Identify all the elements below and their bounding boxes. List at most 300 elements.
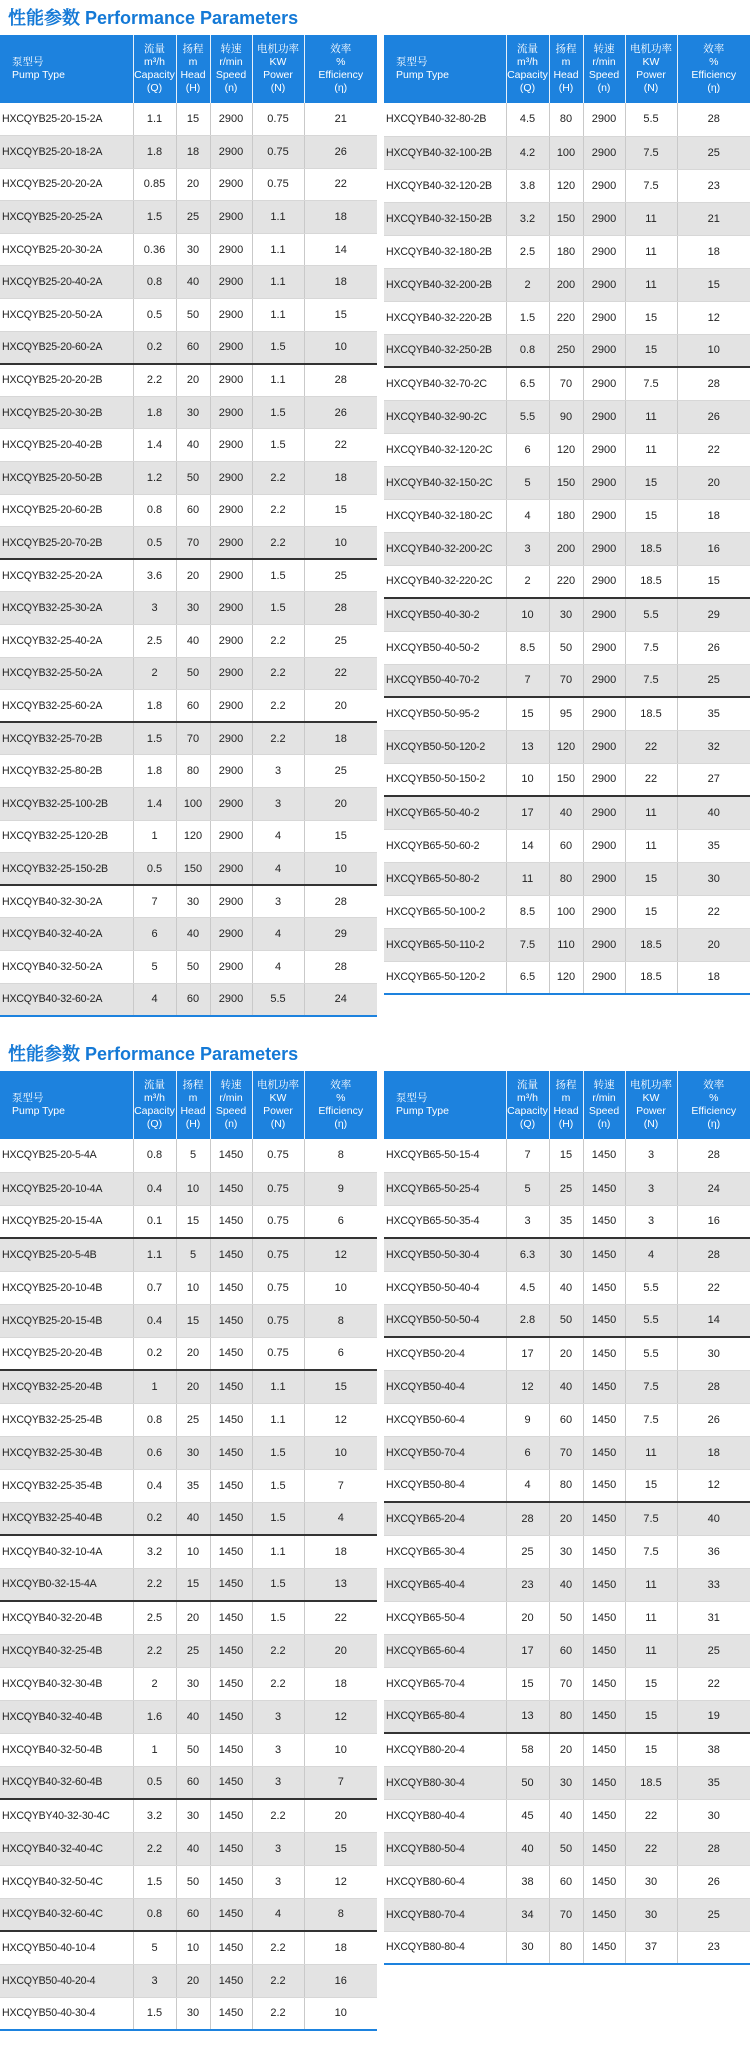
value-cell: 30: [176, 592, 210, 625]
value-cell: 1450: [583, 1667, 625, 1700]
value-cell: 1.6: [133, 1700, 176, 1733]
value-cell: 15: [625, 1733, 677, 1766]
value-cell: 1450: [210, 1172, 252, 1205]
table-row: [0, 1997, 377, 2030]
value-cell: 3.6: [133, 559, 176, 592]
value-cell: 1450: [583, 1733, 625, 1766]
value-cell: 0.2: [133, 1337, 176, 1370]
value-cell: 1450: [210, 1766, 252, 1799]
value-cell: 40: [549, 796, 583, 829]
value-cell: 3: [252, 1832, 304, 1865]
pump-model-cell: HXCQYB40-32-70-2C: [384, 367, 506, 400]
table-row: [384, 598, 750, 631]
table-row: [0, 462, 377, 495]
value-cell: 25: [506, 1535, 549, 1568]
value-cell: 1450: [210, 1403, 252, 1436]
value-cell: 3: [252, 787, 304, 820]
value-cell: 7.5: [625, 1403, 677, 1436]
value-cell: 2.2: [252, 527, 304, 560]
value-cell: 10: [176, 1271, 210, 1304]
value-cell: 22: [625, 1799, 677, 1832]
value-cell: 1.1: [252, 266, 304, 299]
value-cell: 1450: [210, 1997, 252, 2030]
value-cell: 2.8: [506, 1304, 549, 1337]
value-cell: 15: [176, 1568, 210, 1601]
value-cell: 30: [176, 233, 210, 266]
pump-model-cell: HXCQYB40-32-50-4B: [0, 1733, 133, 1766]
value-cell: 3: [133, 592, 176, 625]
value-cell: 2900: [210, 983, 252, 1016]
table-row: [384, 1733, 750, 1766]
pump-model-cell: HXCQYB65-80-4: [384, 1700, 506, 1733]
table-row: [0, 266, 377, 299]
pump-model-cell: HXCQYB25-20-20-2A: [0, 168, 133, 201]
value-cell: 16: [677, 532, 750, 565]
value-cell: 0.75: [252, 1238, 304, 1271]
value-cell: 60: [176, 494, 210, 527]
column-header: 转速 r/min Speed (n): [210, 1071, 252, 1139]
pump-model-cell: HXCQYB32-25-20-2A: [0, 559, 133, 592]
value-cell: 2900: [210, 592, 252, 625]
pump-model-cell: HXCQYB32-25-40-4B: [0, 1502, 133, 1535]
value-cell: 15: [304, 494, 377, 527]
column-header: 泵型号 Pump Type: [384, 1071, 506, 1139]
value-cell: 40: [549, 1568, 583, 1601]
table-row: [0, 299, 377, 332]
value-cell: 22: [677, 895, 750, 928]
value-cell: 0.36: [133, 233, 176, 266]
value-cell: 30: [506, 1931, 549, 1964]
value-cell: 5.5: [506, 400, 549, 433]
value-cell: 15: [625, 466, 677, 499]
value-cell: 36: [677, 1535, 750, 1568]
value-cell: 40: [549, 1271, 583, 1304]
value-cell: 3: [625, 1139, 677, 1172]
value-cell: 20: [176, 1337, 210, 1370]
value-cell: 0.75: [252, 1172, 304, 1205]
value-cell: 8.5: [506, 895, 549, 928]
value-cell: 90: [549, 400, 583, 433]
value-cell: 0.75: [252, 103, 304, 136]
table-row: [0, 1865, 377, 1898]
value-cell: 1450: [583, 1337, 625, 1370]
value-cell: 60: [549, 1634, 583, 1667]
value-cell: 20: [304, 1634, 377, 1667]
value-cell: 0.7: [133, 1271, 176, 1304]
table-row: [0, 1271, 377, 1304]
value-cell: 200: [549, 268, 583, 301]
value-cell: 2900: [583, 367, 625, 400]
table-row: [384, 763, 750, 796]
value-cell: 3.2: [133, 1535, 176, 1568]
value-cell: 20: [506, 1601, 549, 1634]
value-cell: 1450: [210, 1469, 252, 1502]
table-row: [0, 690, 377, 723]
value-cell: 50: [176, 950, 210, 983]
value-cell: 220: [549, 565, 583, 598]
value-cell: 22: [304, 657, 377, 690]
value-cell: 11: [625, 1601, 677, 1634]
value-cell: 2900: [210, 233, 252, 266]
column-header: 流量 m³/h Capacity (Q): [133, 35, 176, 103]
table-row: [384, 961, 750, 994]
value-cell: 1.5: [506, 301, 549, 334]
value-cell: 0.8: [133, 1139, 176, 1172]
pump-model-cell: HXCQYB40-32-25-4B: [0, 1634, 133, 1667]
table-row: [384, 169, 750, 202]
value-cell: 20: [176, 1964, 210, 1997]
value-cell: 5: [506, 466, 549, 499]
value-cell: 22: [625, 763, 677, 796]
value-cell: 22: [304, 168, 377, 201]
value-cell: 7: [133, 885, 176, 918]
value-cell: 17: [506, 1634, 549, 1667]
table-row: [0, 1469, 377, 1502]
pump-model-cell: HXCQYB50-40-50-2: [384, 631, 506, 664]
value-cell: 1.8: [133, 755, 176, 788]
value-cell: 0.4: [133, 1469, 176, 1502]
value-cell: 10: [304, 1271, 377, 1304]
value-cell: 2900: [583, 235, 625, 268]
value-cell: 1450: [583, 1865, 625, 1898]
value-cell: 25: [304, 755, 377, 788]
value-cell: 180: [549, 235, 583, 268]
value-cell: 20: [677, 928, 750, 961]
pump-model-cell: HXCQYB25-20-20-4B: [0, 1337, 133, 1370]
value-cell: 1450: [583, 1700, 625, 1733]
table-row: [0, 1238, 377, 1271]
value-cell: 6: [304, 1337, 377, 1370]
value-cell: 11: [625, 1436, 677, 1469]
value-cell: 80: [549, 1469, 583, 1502]
value-cell: 11: [625, 400, 677, 433]
value-cell: 5: [133, 950, 176, 983]
value-cell: 2.2: [252, 1964, 304, 1997]
value-cell: 2900: [210, 168, 252, 201]
table-row: [384, 1403, 750, 1436]
value-cell: 2.2: [133, 364, 176, 397]
value-cell: 33: [677, 1568, 750, 1601]
table-row: [384, 532, 750, 565]
value-cell: 4.5: [506, 1271, 549, 1304]
value-cell: 2900: [210, 787, 252, 820]
table-row: [384, 1370, 750, 1403]
value-cell: 29: [677, 598, 750, 631]
value-cell: 20: [304, 690, 377, 723]
table-row: [0, 559, 377, 592]
pump-model-cell: HXCQYB80-60-4: [384, 1865, 506, 1898]
value-cell: 27: [677, 763, 750, 796]
table-row: [0, 136, 377, 169]
value-cell: 10: [176, 1535, 210, 1568]
value-cell: 30: [549, 1535, 583, 1568]
value-cell: 26: [677, 631, 750, 664]
value-cell: 1450: [210, 1799, 252, 1832]
value-cell: 2900: [583, 862, 625, 895]
value-cell: 18: [304, 1667, 377, 1700]
column-header: 转速 r/min Speed (n): [583, 35, 625, 103]
pump-model-cell: HXCQYB32-25-40-2A: [0, 625, 133, 658]
value-cell: 45: [506, 1799, 549, 1832]
value-cell: 1.5: [133, 1997, 176, 2030]
value-cell: 2900: [210, 885, 252, 918]
table-row: [384, 1271, 750, 1304]
value-cell: 70: [549, 1667, 583, 1700]
table-row: [0, 1205, 377, 1238]
table-row: [384, 1931, 750, 1964]
value-cell: 2.2: [133, 1568, 176, 1601]
value-cell: 3: [506, 532, 549, 565]
value-cell: 35: [176, 1469, 210, 1502]
value-cell: 8: [304, 1139, 377, 1172]
table-row: [0, 201, 377, 234]
pump-model-cell: HXCQYB32-25-30-4B: [0, 1436, 133, 1469]
table-row: [0, 657, 377, 690]
value-cell: 7.5: [506, 928, 549, 961]
pump-model-cell: HXCQYB50-50-30-4: [384, 1238, 506, 1271]
value-cell: 10: [506, 763, 549, 796]
value-cell: 18.5: [625, 565, 677, 598]
value-cell: 28: [677, 1139, 750, 1172]
value-cell: 35: [677, 829, 750, 862]
table-row: [384, 1172, 750, 1205]
value-cell: 4.2: [506, 136, 549, 169]
value-cell: 28: [677, 1832, 750, 1865]
value-cell: 2900: [210, 755, 252, 788]
table-row: [0, 885, 377, 918]
table-row: [0, 168, 377, 201]
pump-model-cell: HXCQYB65-30-4: [384, 1535, 506, 1568]
table-row: [0, 331, 377, 364]
pump-model-cell: HXCQYB80-50-4: [384, 1832, 506, 1865]
value-cell: 1.5: [252, 1601, 304, 1634]
table-row: [384, 1766, 750, 1799]
value-cell: 1450: [210, 1436, 252, 1469]
pump-model-cell: HXCQYB25-20-60-2B: [0, 494, 133, 527]
table-row: [384, 1634, 750, 1667]
value-cell: 4: [252, 820, 304, 853]
value-cell: 2900: [210, 722, 252, 755]
value-cell: 20: [304, 1799, 377, 1832]
table-row: [384, 895, 750, 928]
table-row: [0, 918, 377, 951]
value-cell: 0.5: [133, 1766, 176, 1799]
pump-model-cell: HXCQYB65-50-4: [384, 1601, 506, 1634]
pump-model-cell: HXCQYB25-20-50-2B: [0, 462, 133, 495]
value-cell: 30: [549, 1766, 583, 1799]
value-cell: 120: [549, 961, 583, 994]
table-row: [0, 494, 377, 527]
value-cell: 1450: [583, 1931, 625, 1964]
value-cell: 14: [304, 233, 377, 266]
value-cell: 2900: [583, 466, 625, 499]
table-row: [0, 1304, 377, 1337]
table-row: [384, 1700, 750, 1733]
table-row: [0, 364, 377, 397]
value-cell: 1450: [583, 1469, 625, 1502]
value-cell: 22: [677, 1271, 750, 1304]
value-cell: 28: [506, 1502, 549, 1535]
value-cell: 20: [549, 1337, 583, 1370]
value-cell: 1450: [583, 1205, 625, 1238]
value-cell: 30: [677, 862, 750, 895]
value-cell: 18: [304, 266, 377, 299]
value-cell: 1450: [210, 1535, 252, 1568]
column-header: 流量 m³/h Capacity (Q): [506, 35, 549, 103]
value-cell: 26: [304, 396, 377, 429]
value-cell: 3: [252, 1865, 304, 1898]
value-cell: 15: [625, 499, 677, 532]
pump-model-cell: HXCQYB40-32-120-2B: [384, 169, 506, 202]
table-row: [384, 433, 750, 466]
value-cell: 1450: [583, 1271, 625, 1304]
table-row: [384, 1667, 750, 1700]
value-cell: 10: [176, 1172, 210, 1205]
value-cell: 30: [176, 885, 210, 918]
value-cell: 3: [252, 755, 304, 788]
pump-model-cell: HXCQYB25-20-70-2B: [0, 527, 133, 560]
value-cell: 1450: [210, 1634, 252, 1667]
value-cell: 3: [133, 1964, 176, 1997]
value-cell: 15: [677, 565, 750, 598]
value-cell: 1.5: [252, 429, 304, 462]
value-cell: 16: [677, 1205, 750, 1238]
pump-model-cell: HXCQYB40-32-50-2A: [0, 950, 133, 983]
value-cell: 0.1: [133, 1205, 176, 1238]
value-cell: 0.8: [133, 1403, 176, 1436]
value-cell: 26: [304, 136, 377, 169]
value-cell: 50: [549, 1304, 583, 1337]
table-row: [0, 592, 377, 625]
value-cell: 3: [252, 1766, 304, 1799]
value-cell: 2900: [210, 331, 252, 364]
value-cell: 28: [677, 367, 750, 400]
column-header: 扬程 m Head (H): [549, 1071, 583, 1139]
table-row: [0, 1766, 377, 1799]
table-row: [384, 1865, 750, 1898]
value-cell: 70: [549, 1898, 583, 1931]
table-row: [384, 1568, 750, 1601]
value-cell: 31: [677, 1601, 750, 1634]
pump-model-cell: HXCQYB80-70-4: [384, 1898, 506, 1931]
table-row: [384, 1469, 750, 1502]
value-cell: 1.8: [133, 396, 176, 429]
performance-table: [0, 35, 377, 1017]
pump-model-cell: HXCQYB65-50-15-4: [384, 1139, 506, 1172]
pump-model-cell: HXCQYB32-25-120-2B: [0, 820, 133, 853]
pump-model-cell: HXCQYB32-25-25-4B: [0, 1403, 133, 1436]
value-cell: 1.4: [133, 787, 176, 820]
value-cell: 1.8: [133, 136, 176, 169]
pump-model-cell: HXCQYB50-40-20-4: [0, 1964, 133, 1997]
value-cell: 250: [549, 334, 583, 367]
value-cell: 1450: [583, 1898, 625, 1931]
value-cell: 1.5: [133, 722, 176, 755]
pump-model-cell: HXCQYB50-70-4: [384, 1436, 506, 1469]
value-cell: 1450: [583, 1799, 625, 1832]
table-row: [0, 1601, 377, 1634]
value-cell: 2900: [210, 201, 252, 234]
value-cell: 2900: [210, 853, 252, 886]
performance-table: [0, 1071, 377, 2031]
pump-model-cell: HXCQYB25-20-10-4A: [0, 1172, 133, 1205]
value-cell: 18.5: [625, 532, 677, 565]
value-cell: 70: [549, 664, 583, 697]
value-cell: 1450: [210, 1370, 252, 1403]
value-cell: 60: [176, 1766, 210, 1799]
table-row: [384, 1139, 750, 1172]
value-cell: 13: [506, 1700, 549, 1733]
value-cell: 15: [625, 301, 677, 334]
table-row: [384, 367, 750, 400]
value-cell: 1.1: [252, 1535, 304, 1568]
value-cell: 17: [506, 1337, 549, 1370]
value-cell: 12: [506, 1370, 549, 1403]
value-cell: 1450: [210, 1601, 252, 1634]
value-cell: 2.5: [506, 235, 549, 268]
pump-model-cell: HXCQYB50-40-70-2: [384, 664, 506, 697]
performance-section: [0, 1035, 750, 2069]
value-cell: 1450: [583, 1634, 625, 1667]
pump-model-cell: HXCQYB32-25-30-2A: [0, 592, 133, 625]
table-row: [0, 1898, 377, 1931]
value-cell: 9: [304, 1172, 377, 1205]
pump-model-cell: HXCQYB25-20-15-4B: [0, 1304, 133, 1337]
table-row: [0, 722, 377, 755]
value-cell: 2.2: [252, 657, 304, 690]
pump-model-cell: HXCQYB40-32-200-2C: [384, 532, 506, 565]
pump-model-cell: HXCQYB25-20-40-2A: [0, 266, 133, 299]
column-header: 电机功率 KW Power (N): [625, 1071, 677, 1139]
performance-table: [384, 35, 750, 995]
table-row: [0, 1172, 377, 1205]
value-cell: 18.5: [625, 697, 677, 730]
value-cell: 22: [304, 1601, 377, 1634]
value-cell: 0.4: [133, 1172, 176, 1205]
value-cell: 1450: [583, 1568, 625, 1601]
pump-model-cell: HXCQYB40-32-40-4B: [0, 1700, 133, 1733]
value-cell: 25: [304, 559, 377, 592]
value-cell: 2900: [210, 690, 252, 723]
section-title: 性能参数 Performance Parameters: [8, 1044, 299, 1064]
pump-model-cell: HXCQYB50-40-30-4: [0, 1997, 133, 2030]
table-row: [384, 1535, 750, 1568]
pump-model-cell: HXCQYB80-20-4: [384, 1733, 506, 1766]
pump-model-cell: HXCQYB25-20-5-4B: [0, 1238, 133, 1271]
value-cell: 2900: [583, 169, 625, 202]
value-cell: 2.5: [133, 625, 176, 658]
value-cell: 1.1: [133, 103, 176, 136]
value-cell: 3.8: [506, 169, 549, 202]
value-cell: 3: [252, 1700, 304, 1733]
value-cell: 21: [677, 202, 750, 235]
value-cell: 4: [133, 983, 176, 1016]
pump-model-cell: HXCQYB32-25-70-2B: [0, 722, 133, 755]
value-cell: 8.5: [506, 631, 549, 664]
value-cell: 15: [304, 1832, 377, 1865]
table-row: [384, 466, 750, 499]
value-cell: 1450: [583, 1601, 625, 1634]
value-cell: 28: [677, 103, 750, 136]
pump-model-cell: HXCQYB65-50-110-2: [384, 928, 506, 961]
value-cell: 20: [176, 1370, 210, 1403]
pump-model-cell: HXCQYB40-32-10-4A: [0, 1535, 133, 1568]
value-cell: 2.2: [252, 1799, 304, 1832]
value-cell: 26: [677, 400, 750, 433]
value-cell: 2.2: [133, 1634, 176, 1667]
value-cell: 60: [176, 983, 210, 1016]
value-cell: 18: [304, 722, 377, 755]
